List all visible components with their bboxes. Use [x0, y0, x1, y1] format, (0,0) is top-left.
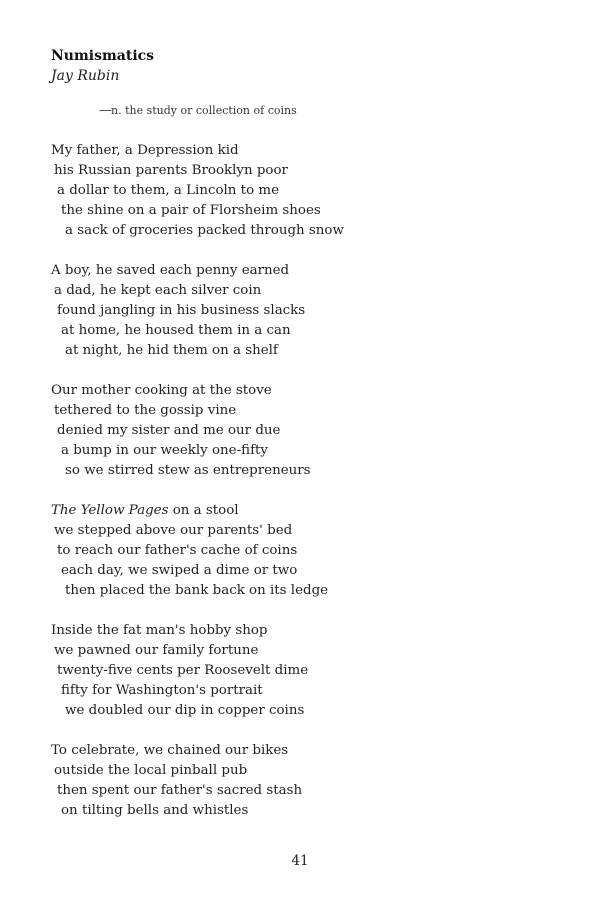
poem-line: his Russian parents Brooklyn poor: [54, 163, 288, 178]
poem-line: Inside the fat man's hobby shop: [51, 623, 268, 638]
poem-line: [51, 501, 344, 521]
poem-title: Numismatics: [51, 48, 155, 64]
poem-line: Our mother cooking at the stove: [51, 383, 272, 398]
page-number: 41: [291, 853, 309, 869]
stanza-break: [51, 601, 344, 621]
epigraph: [99, 103, 297, 118]
poem-line: twenty-five cents per Roosevelt dime: [57, 663, 309, 678]
epigraph-dash: —: [99, 103, 111, 118]
poem-line: each day, we swiped a dime or two: [61, 563, 298, 578]
stanza-break: [51, 481, 344, 501]
poem-line: at night, he hid them on a shelf: [65, 343, 278, 358]
poem-line: a bump in our weekly one-fifty: [61, 443, 268, 458]
poem-line: found jangling in his business slacks: [57, 303, 306, 318]
stanza-break: [51, 241, 344, 261]
poem-line: My father, a Depression kid: [51, 143, 239, 158]
poem-line: tethered to the gossip vine: [54, 403, 237, 418]
poem-author: Jay Rubin: [51, 68, 120, 84]
epigraph-text: n. the study or collection of coins: [111, 104, 297, 117]
poem-line: we pawned our family fortune: [54, 643, 259, 658]
poem-line: we stepped above our parents' bed: [54, 523, 293, 538]
poem-line: so we stirred stew as entrepreneurs: [65, 463, 311, 478]
stanza-break: [51, 361, 344, 381]
poem-line: a dad, he kept each silver coin: [54, 283, 262, 298]
stanza-break: [51, 721, 344, 741]
poem-line: on tilting bells and whistles: [61, 803, 249, 818]
poem-line: To celebrate, we chained our bikes: [51, 743, 289, 758]
poem-line: then placed the bank back on its ledge: [65, 583, 329, 598]
poem-line: outside the local pinball pub: [54, 763, 248, 778]
poem-line: to reach our father's cache of coins: [57, 543, 298, 558]
poem-line: the shine on a pair of Florsheim shoes: [61, 203, 321, 218]
poem-line: a dollar to them, a Lincoln to me: [57, 183, 280, 198]
poem-line: fifty for Washington's portrait: [61, 683, 263, 698]
poem-line: denied my sister and me our due: [57, 423, 281, 438]
poem-line: we doubled our dip in copper coins: [65, 703, 305, 718]
poem-line-rest: on a stool: [172, 503, 239, 518]
poem-line: A boy, he saved each penny earned: [51, 263, 290, 278]
poem-body: [51, 141, 344, 821]
poem-line: at home, he housed them in a can: [61, 323, 291, 338]
poem-line: then spent our father's sacred stash: [57, 783, 303, 798]
poem-line: a sack of groceries packed through snow: [65, 223, 344, 238]
italic-title-phrase: The Yellow Pages: [51, 503, 169, 518]
